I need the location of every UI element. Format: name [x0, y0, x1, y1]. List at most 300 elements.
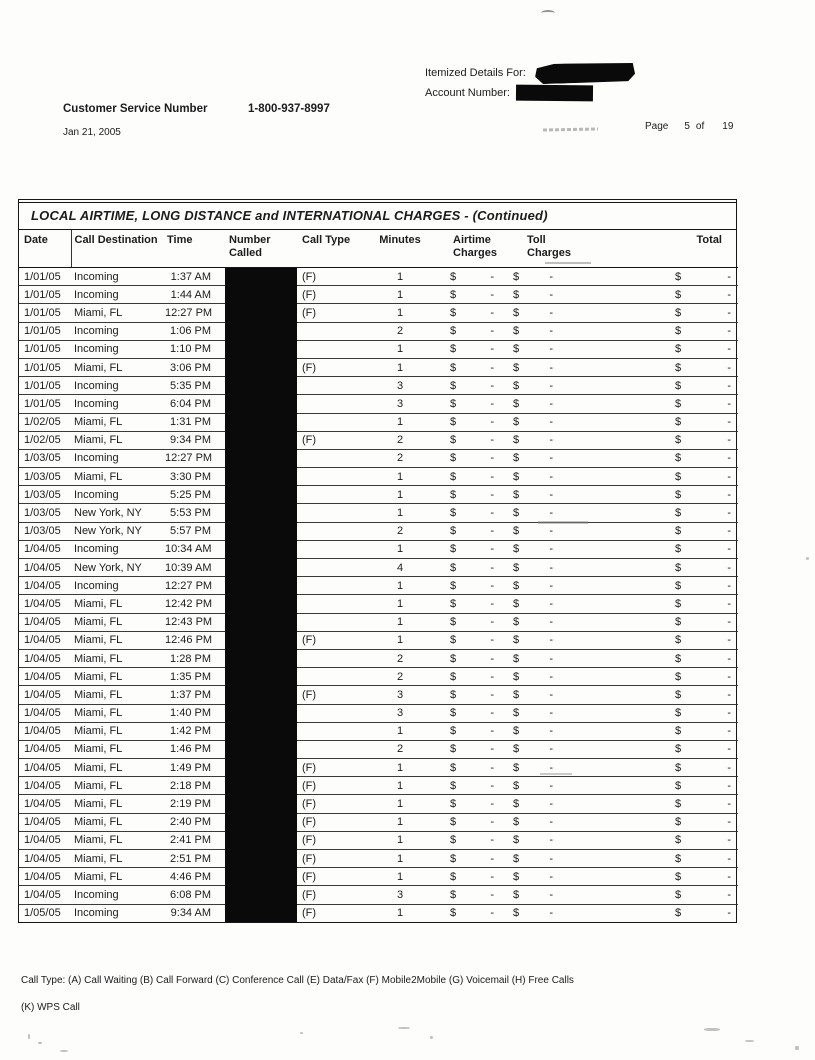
cell-call-destination: Miami, FL — [71, 831, 163, 849]
money-value — [513, 889, 553, 901]
amount: - — [490, 379, 494, 392]
amount: - — [549, 507, 553, 520]
cell-total-charge — [643, 595, 738, 613]
money-value — [675, 616, 731, 628]
money-value — [513, 507, 553, 519]
call-row — [19, 322, 738, 340]
money-value — [450, 889, 494, 901]
cell-minutes: 1 — [357, 850, 443, 868]
dollar-sign: $ — [513, 361, 520, 374]
cell-call-type — [297, 577, 357, 595]
cell-number-called-redacted — [225, 540, 297, 558]
cell-number-called-redacted — [225, 722, 297, 740]
cell-toll-charge — [509, 304, 643, 322]
cell-call-destination: Incoming — [71, 268, 163, 286]
cell-toll-charge — [509, 431, 643, 449]
cell-airtime-charge — [443, 668, 509, 686]
dollar-sign: $ — [513, 634, 520, 647]
page-number: 5 — [684, 121, 690, 132]
dollar-sign: $ — [450, 816, 457, 829]
cell-date: 1/05/05 — [24, 907, 61, 920]
cell-toll-charge — [509, 522, 643, 540]
cell-call-type: (F) — [297, 686, 357, 704]
cell-total-charge — [643, 649, 738, 667]
amount: - — [490, 743, 494, 756]
dollar-sign: $ — [513, 852, 520, 865]
cell-number-called-redacted — [225, 704, 297, 722]
dollar-sign: $ — [450, 561, 457, 574]
cell-total-charge — [643, 358, 738, 376]
dollar-sign: $ — [450, 670, 457, 683]
amount: - — [490, 270, 494, 283]
money-value — [513, 762, 553, 774]
money-value — [675, 489, 731, 501]
amount: - — [727, 707, 731, 720]
dollar-sign: $ — [513, 452, 520, 465]
call-detail-table — [19, 230, 738, 922]
cell-total-charge — [643, 377, 738, 395]
money-value — [513, 653, 553, 665]
cell-number-called-redacted — [225, 759, 297, 777]
cell-minutes: 2 — [357, 668, 443, 686]
scan-artifact — [541, 10, 555, 16]
amount: - — [549, 306, 553, 319]
cell-minutes: 1 — [357, 340, 443, 358]
call-row — [19, 850, 738, 868]
cell-toll-charge — [509, 486, 643, 504]
dollar-sign: $ — [450, 888, 457, 901]
cell-minutes: 1 — [357, 613, 443, 631]
dollar-sign: $ — [513, 743, 520, 756]
cell-call-destination: Miami, FL — [71, 722, 163, 740]
call-row — [19, 740, 738, 758]
cell-time: 6:08 PM — [163, 886, 225, 904]
cell-time: 1:31 PM — [163, 413, 225, 431]
cell-time: 9:34 PM — [163, 431, 225, 449]
scan-artifact — [430, 1036, 433, 1039]
cell-number-called-redacted — [225, 631, 297, 649]
amount: - — [727, 816, 731, 829]
cell-time: 12:43 PM — [163, 613, 225, 631]
call-row — [19, 813, 738, 831]
dollar-sign: $ — [513, 306, 520, 319]
cell-date: 1/04/05 — [19, 577, 71, 595]
dollar-sign: $ — [450, 452, 457, 465]
amount: - — [490, 816, 494, 829]
page-indicator — [645, 121, 733, 132]
cell-call-destination: Miami, FL — [71, 358, 163, 376]
cell-number-called-redacted — [225, 795, 297, 813]
money-value — [450, 707, 494, 719]
cell-date: 1/04/05 — [19, 686, 71, 704]
money-value — [675, 743, 731, 755]
amount: - — [727, 634, 731, 647]
cell-airtime-charge — [443, 449, 509, 467]
cell-time: 12:42 PM — [163, 595, 225, 613]
money-value — [450, 471, 494, 483]
cell-call-type — [297, 540, 357, 558]
cell-airtime-charge — [443, 358, 509, 376]
cell-minutes: 2 — [357, 522, 443, 540]
amount: - — [549, 852, 553, 865]
call-rows — [19, 268, 738, 923]
money-value — [675, 271, 731, 283]
cell-airtime-charge — [443, 777, 509, 795]
cell-call-destination: Incoming — [71, 449, 163, 467]
money-value — [675, 289, 731, 301]
money-value — [450, 780, 494, 792]
col-airtime-charges: Airtime Charges — [443, 230, 509, 268]
call-row — [19, 395, 738, 413]
amount: - — [549, 652, 553, 665]
cell-call-type — [297, 486, 357, 504]
money-value — [513, 398, 553, 410]
dollar-sign: $ — [513, 688, 520, 701]
cell-toll-charge — [509, 759, 643, 777]
money-value — [513, 489, 553, 501]
cell-minutes: 2 — [357, 649, 443, 667]
cell-date: 1/04/05 — [19, 595, 71, 613]
cell-time: 12:27 PM — [163, 449, 225, 467]
cell-call-type: (F) — [297, 813, 357, 831]
cell-toll-charge — [509, 358, 643, 376]
money-value — [450, 343, 494, 355]
amount: - — [490, 306, 494, 319]
amount: - — [727, 507, 731, 520]
cell-total-charge — [643, 686, 738, 704]
money-value — [513, 743, 553, 755]
dollar-sign: $ — [675, 707, 682, 720]
dollar-sign: $ — [450, 779, 457, 792]
cell-toll-charge — [509, 850, 643, 868]
cell-call-destination: Miami, FL — [71, 668, 163, 686]
dollar-sign: $ — [513, 416, 520, 429]
statement-date: Jan 21, 2005 — [63, 127, 121, 138]
money-value — [513, 616, 553, 628]
scan-artifact — [28, 1034, 30, 1039]
account-header — [425, 63, 635, 103]
cell-call-destination: New York, NY — [71, 504, 163, 522]
money-value — [675, 343, 731, 355]
cell-total-charge — [643, 304, 738, 322]
cell-number-called-redacted — [225, 431, 297, 449]
cell-date: 1/03/05 — [19, 522, 71, 540]
dollar-sign: $ — [450, 416, 457, 429]
money-value — [675, 707, 731, 719]
call-row — [19, 486, 738, 504]
cell-minutes: 1 — [357, 868, 443, 886]
dollar-sign: $ — [450, 507, 457, 520]
dollar-sign: $ — [675, 288, 682, 301]
cell-minutes: 1 — [357, 577, 443, 595]
cell-minutes: 1 — [357, 286, 443, 304]
call-row — [19, 522, 738, 540]
money-value — [450, 525, 494, 537]
cell-toll-charge — [509, 595, 643, 613]
dollar-sign: $ — [450, 379, 457, 392]
dollar-sign: $ — [450, 397, 457, 410]
cell-date: 1/04/05 — [19, 704, 71, 722]
cell-date: 1/04/05 — [19, 649, 71, 667]
amount: - — [727, 543, 731, 556]
cell-minutes: 3 — [357, 886, 443, 904]
dollar-sign: $ — [450, 907, 457, 920]
cell-total-charge — [643, 486, 738, 504]
money-value — [450, 634, 494, 646]
cell-time: 2:41 PM — [163, 831, 225, 849]
scan-artifact — [704, 1028, 720, 1031]
cell-time: 1:37 PM — [163, 686, 225, 704]
money-value — [450, 580, 494, 592]
cell-time: 9:34 AM — [170, 907, 211, 920]
cell-call-type — [297, 468, 357, 486]
money-value — [675, 889, 731, 901]
cell-total-charge — [643, 777, 738, 795]
cell-toll-charge — [509, 649, 643, 667]
dollar-sign: $ — [450, 488, 457, 501]
cell-date: 1/02/05 — [19, 431, 71, 449]
page-label: Page — [645, 121, 669, 132]
cell-airtime-charge — [443, 395, 509, 413]
cell-number-called-redacted — [225, 777, 297, 795]
cell-date: 1/04/05 — [19, 540, 71, 558]
cell-toll-charge — [509, 831, 643, 849]
call-row — [19, 504, 738, 522]
cell-total-charge — [643, 868, 738, 886]
dollar-sign: $ — [513, 379, 520, 392]
amount: - — [727, 288, 731, 301]
cell-airtime-charge — [443, 759, 509, 777]
dollar-sign: $ — [450, 306, 457, 319]
amount: - — [727, 361, 731, 374]
amount: - — [490, 634, 494, 647]
money-value — [675, 325, 731, 337]
cell-minutes: 1 — [357, 268, 443, 286]
amount: - — [490, 707, 494, 720]
dollar-sign: $ — [450, 616, 457, 629]
amount: - — [727, 688, 731, 701]
amount: - — [490, 561, 494, 574]
cell-total-charge — [643, 322, 738, 340]
amount: - — [549, 670, 553, 683]
table-header-row — [19, 230, 738, 268]
page-total: 19 — [722, 121, 734, 132]
money-value — [675, 907, 731, 919]
amount: - — [727, 397, 731, 410]
cell-number-called-redacted — [225, 304, 297, 322]
cell-airtime-charge — [443, 795, 509, 813]
dollar-sign: $ — [675, 507, 682, 520]
dollar-sign: $ — [675, 743, 682, 756]
col-call-type: Call Type — [297, 230, 357, 268]
cell-call-destination: New York, NY — [71, 559, 163, 577]
cell-toll-charge — [509, 631, 643, 649]
dollar-sign: $ — [675, 816, 682, 829]
dollar-sign: $ — [513, 270, 520, 283]
dollar-sign: $ — [450, 434, 457, 447]
cell-call-destination: Miami, FL — [71, 649, 163, 667]
dollar-sign: $ — [450, 870, 457, 883]
cell-airtime-charge — [443, 704, 509, 722]
cell-number-called-redacted — [225, 413, 297, 431]
cell-toll-charge — [509, 377, 643, 395]
amount: - — [490, 325, 494, 338]
scan-artifact — [745, 1040, 754, 1042]
call-row — [19, 759, 738, 777]
money-value — [450, 853, 494, 865]
amount: - — [549, 707, 553, 720]
dollar-sign: $ — [513, 434, 520, 447]
money-value — [450, 598, 494, 610]
cell-number-called-redacted — [225, 613, 297, 631]
money-value — [450, 907, 494, 919]
col-call-destination: Call Destination — [71, 230, 163, 268]
dollar-sign: $ — [513, 507, 520, 520]
cell-minutes: 1 — [357, 722, 443, 740]
cell-toll-charge — [509, 413, 643, 431]
amount: - — [727, 325, 731, 338]
amount: - — [549, 870, 553, 883]
cell-minutes: 1 — [357, 831, 443, 849]
amount: - — [490, 488, 494, 501]
amount: - — [549, 616, 553, 629]
cell-call-type — [297, 449, 357, 467]
amount: - — [490, 907, 494, 920]
cell-total-charge — [643, 850, 738, 868]
money-value — [675, 398, 731, 410]
call-row — [19, 468, 738, 486]
dollar-sign: $ — [513, 670, 520, 683]
dollar-sign: $ — [675, 488, 682, 501]
dollar-sign: $ — [450, 361, 457, 374]
cell-time: 2:18 PM — [163, 777, 225, 795]
amount: - — [490, 343, 494, 356]
cell-number-called-redacted — [225, 395, 297, 413]
amount: - — [549, 488, 553, 501]
dollar-sign: $ — [450, 652, 457, 665]
cell-call-type — [297, 668, 357, 686]
money-value — [675, 543, 731, 555]
dollar-sign: $ — [675, 470, 682, 483]
dollar-sign: $ — [450, 288, 457, 301]
cell-minutes: 1 — [357, 631, 443, 649]
money-value — [450, 380, 494, 392]
call-row — [19, 904, 738, 922]
cell-time: 1:28 PM — [163, 649, 225, 667]
amount: - — [727, 761, 731, 774]
scan-artifact — [398, 1027, 410, 1029]
cell-call-type — [297, 522, 357, 540]
dollar-sign: $ — [450, 470, 457, 483]
call-row — [19, 540, 738, 558]
money-value — [450, 798, 494, 810]
cell-minutes: 2 — [357, 431, 443, 449]
cell-call-destination: Incoming — [71, 340, 163, 358]
cell-number-called-redacted — [225, 377, 297, 395]
customer-service-label: Customer Service Number — [63, 103, 208, 115]
cell-toll-charge — [509, 613, 643, 631]
money-value — [513, 634, 553, 646]
cell-toll-charge — [509, 559, 643, 577]
amount: - — [549, 779, 553, 792]
cell-number-called-redacted — [225, 577, 297, 595]
cell-total-charge — [643, 395, 738, 413]
cell-call-type — [297, 704, 357, 722]
customer-service-line — [63, 103, 483, 119]
cell-call-destination: Incoming — [71, 377, 163, 395]
amount: - — [490, 798, 494, 811]
amount: - — [727, 434, 731, 447]
amount: - — [727, 579, 731, 592]
cell-airtime-charge — [443, 649, 509, 667]
scan-artifact — [806, 557, 809, 560]
cell-toll-charge — [509, 322, 643, 340]
cell-time: 1:10 PM — [163, 340, 225, 358]
customer-service-number: 1-800-937-8997 — [248, 103, 330, 115]
cell-call-destination: Miami, FL — [71, 704, 163, 722]
amount: - — [727, 343, 731, 356]
money-value — [513, 689, 553, 701]
cell-call-destination: Miami, FL — [71, 686, 163, 704]
cell-call-type: (F) — [297, 795, 357, 813]
cell-airtime-charge — [443, 831, 509, 849]
cell-minutes: 3 — [357, 395, 443, 413]
cell-number-called-redacted — [225, 559, 297, 577]
amount: - — [490, 761, 494, 774]
amount: - — [549, 907, 553, 920]
cell-date: 1/01/05 — [19, 377, 71, 395]
cell-minutes: 1 — [357, 813, 443, 831]
dollar-sign: $ — [513, 343, 520, 356]
dollar-sign: $ — [675, 761, 682, 774]
cell-time: 1:49 PM — [163, 759, 225, 777]
cell-call-type: (F) — [297, 831, 357, 849]
money-value — [450, 689, 494, 701]
cell-minutes: 2 — [357, 322, 443, 340]
cell-call-type: (F) — [297, 286, 357, 304]
cell-airtime-charge — [443, 613, 509, 631]
amount: - — [727, 306, 731, 319]
money-value — [513, 525, 553, 537]
money-value — [513, 907, 553, 919]
cell-total-charge — [643, 904, 738, 922]
scan-artifact — [60, 1050, 68, 1052]
call-row — [19, 577, 738, 595]
cell-call-destination: Miami, FL — [71, 431, 163, 449]
cell-toll-charge — [509, 449, 643, 467]
amount: - — [490, 725, 494, 738]
dollar-sign: $ — [675, 397, 682, 410]
call-row — [19, 668, 738, 686]
cell-call-destination: Miami, FL — [71, 868, 163, 886]
cell-time: 3:30 PM — [163, 468, 225, 486]
cell-airtime-charge — [443, 559, 509, 577]
cell-call-type: (F) — [297, 431, 357, 449]
cell-date: 1/04/05 — [19, 831, 71, 849]
cell-date: 1/04/05 — [19, 631, 71, 649]
dollar-sign: $ — [513, 543, 520, 556]
money-value — [513, 725, 553, 737]
cell-minutes: 1 — [396, 907, 404, 920]
cell-call-type: (F) — [297, 304, 357, 322]
cell-total-charge — [643, 468, 738, 486]
call-row — [19, 268, 738, 286]
cell-airtime-charge — [443, 322, 509, 340]
cell-airtime-charge — [443, 468, 509, 486]
cell-toll-charge — [509, 740, 643, 758]
cell-call-destination: Incoming — [71, 577, 163, 595]
cell-call-destination: Incoming — [74, 907, 119, 920]
